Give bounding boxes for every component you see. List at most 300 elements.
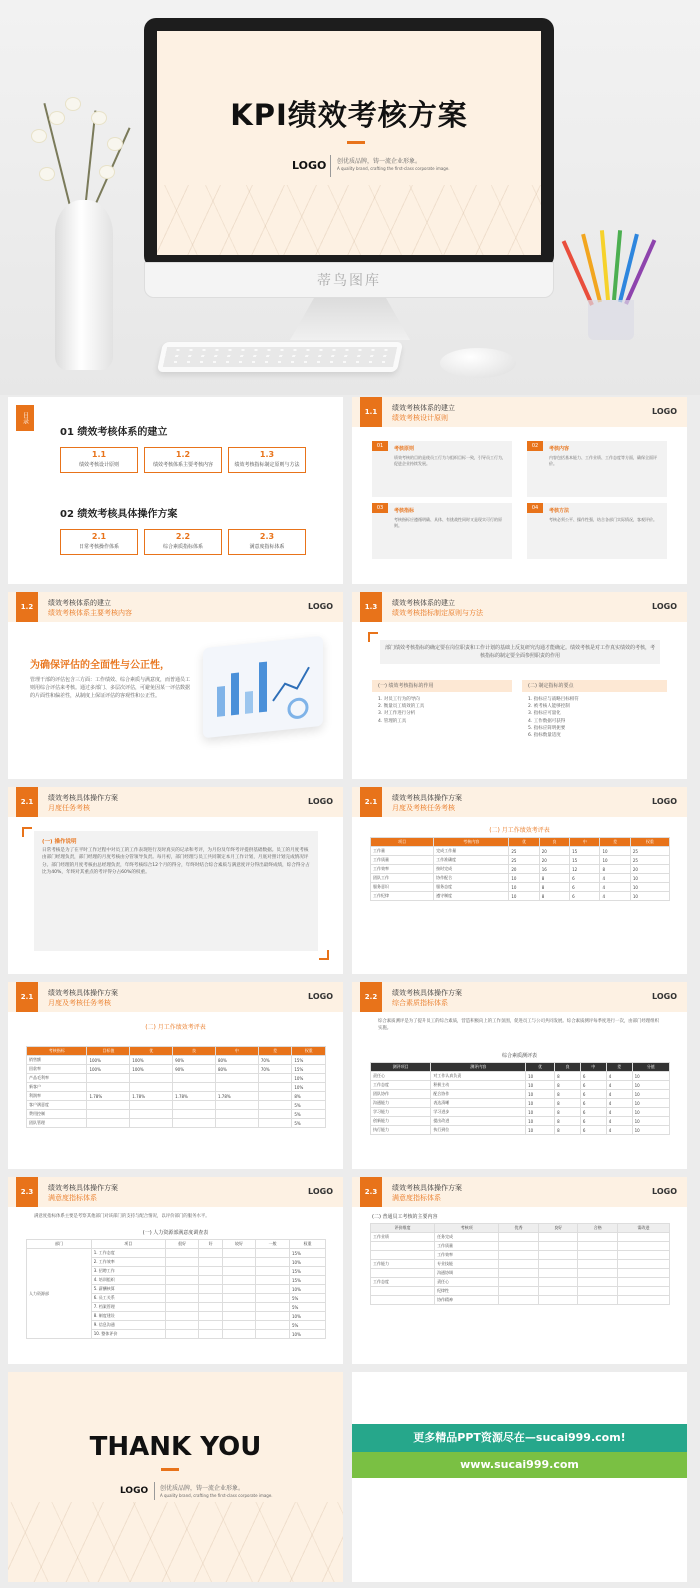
hero-slogan — [337, 157, 450, 172]
monitor-screen — [157, 31, 541, 255]
table-cell — [258, 1083, 292, 1092]
data-table — [370, 837, 670, 901]
hero-title: KPI绩效考核方案 — [230, 98, 468, 132]
table-cell: 10 — [526, 1072, 555, 1081]
table-cell: 10 — [630, 892, 669, 901]
table-cell: 8 — [539, 892, 569, 901]
table-cell: 工作准确度 — [434, 856, 509, 865]
card-number: 02 — [527, 441, 543, 451]
table-cell: 100% — [87, 1065, 130, 1074]
column-header: 差 — [606, 1063, 632, 1072]
section-number: 2.1 — [360, 787, 382, 817]
slogan-en: A quality brand, crafting the first-class corporate image. — [337, 166, 450, 171]
table-row — [27, 1110, 326, 1119]
table-cell: 6 — [580, 1108, 606, 1117]
table-cell: 服务态度 — [434, 883, 509, 892]
slide-logo: LOGO — [652, 407, 677, 416]
monitor — [144, 18, 554, 268]
toc-item-2-3[interactable] — [228, 529, 306, 555]
table-cell: 10% — [292, 1083, 326, 1092]
list-item: 1. 指标应与战略目标相符 — [528, 697, 579, 702]
table-cell: 15% — [290, 1267, 326, 1276]
column-header: 较好 — [222, 1240, 256, 1249]
column-header: 优 — [509, 838, 539, 847]
slide-toc — [8, 397, 343, 584]
table-cell: 1. 工作态度 — [91, 1249, 165, 1258]
table-cell: 10 — [632, 1108, 669, 1117]
table-cell: 人力资源部 — [27, 1249, 92, 1339]
table-cell: 10% — [290, 1330, 326, 1339]
slide-2-3-a — [8, 1177, 343, 1364]
toc-section-1: 01 绩效考核体系的建立 — [60, 427, 168, 438]
chart-illustration-icon — [203, 636, 323, 739]
section-title: 绩效考核具体操作方案 — [392, 989, 462, 997]
slide-header — [8, 787, 343, 817]
slide-header — [8, 1177, 343, 1207]
table-cell — [87, 1083, 130, 1092]
watermark: 蒂鸟图库 — [317, 273, 381, 289]
table-cell: 按时完成 — [434, 865, 509, 874]
table-cell — [130, 1119, 173, 1128]
table-cell: 4 — [606, 1099, 632, 1108]
card-number: 03 — [372, 503, 388, 513]
toc-item-1-3[interactable] — [228, 447, 306, 473]
table-cell: 6 — [580, 1099, 606, 1108]
intro-text: 满意度指标体系主要是考察其他部门对该部门的支持与配合情况，以评价部门的服务水平。 — [34, 1214, 210, 1219]
table-row — [371, 847, 670, 856]
card-text: 绩效考核的目的是使员工行为与组织目标一致，引导员工行为，促进企业持续发展。 — [394, 455, 506, 466]
table-cell: 1.78% — [173, 1092, 216, 1101]
table-cell: 4 — [606, 1117, 632, 1126]
section-subtitle: 满意度指标体系 — [48, 1194, 97, 1202]
table-cell: 10 — [632, 1099, 669, 1108]
table-cell: 1.78% — [130, 1092, 173, 1101]
ad-banner-text[interactable]: 更多精品PPT资源尽在—sucai999.com! — [352, 1424, 687, 1452]
column-header: 一般 — [256, 1240, 290, 1249]
table-row — [371, 1260, 670, 1269]
principle-card — [372, 503, 512, 559]
slide-header — [352, 787, 687, 817]
column-header: 项目 — [91, 1240, 165, 1249]
left-list — [378, 696, 424, 725]
table-cell: 4 — [606, 1108, 632, 1117]
table-header-row — [27, 1240, 326, 1249]
slide-header — [352, 592, 687, 622]
table-cell: 3. 招聘工作 — [91, 1267, 165, 1276]
section-number: 2.3 — [360, 1177, 382, 1207]
table-cell: 4 — [600, 874, 630, 883]
section-subtitle: 月度任务考核 — [48, 804, 90, 812]
table-cell: 10 — [509, 874, 539, 883]
toc-item-1-1[interactable] — [60, 447, 138, 473]
list-item: 2. 被考核人能够控制 — [528, 704, 570, 710]
table-cell: 4 — [606, 1126, 632, 1135]
table-row — [371, 1251, 670, 1260]
slide-logo: LOGO — [308, 992, 333, 1001]
table-cell: 6 — [570, 892, 600, 901]
table-cell: 8 — [555, 1090, 581, 1099]
column-header: 良 — [555, 1063, 581, 1072]
table-cell — [87, 1119, 130, 1128]
table-cell: 服务意识 — [371, 883, 434, 892]
table-cell: 100% — [130, 1056, 173, 1065]
pencil — [600, 230, 610, 300]
table-cell: 100% — [130, 1065, 173, 1074]
table-cell: 90% — [173, 1065, 216, 1074]
section-subtitle: 月度及考核任务考核 — [392, 804, 455, 812]
column-header: 测评内容 — [431, 1063, 526, 1072]
slide-logo: LOGO — [308, 602, 333, 611]
table-cell: 4 — [600, 892, 630, 901]
table-row — [371, 1269, 670, 1278]
table-cell: 8 — [555, 1099, 581, 1108]
table-cell: 15% — [290, 1249, 326, 1258]
body-text: 日常考核是为了在平时工作过程中对员工的工作表现进行及时真实的记录和考评，为月份及年终考评提供基础数据。员工的月度考核由部门经理负责，部门经理的月度考核由分管领导负责。每月初，部门经理与员工共同制定本月工作计划，月底对照计划完成情况评分。部门经理的月度考核由总经理负责，年终考核综合12个月的得分，年终时结合综合素质与满意度评分得出最终成绩，综合得分占比为40%，年终对其重点的考评得分占60%的权重。 — [42, 848, 310, 876]
table-cell: 8% — [292, 1092, 326, 1101]
list-item: 6. 指标数量适度 — [528, 732, 561, 738]
table-cell: 学习能力 — [371, 1108, 431, 1117]
table-cell: 15% — [292, 1056, 326, 1065]
table-cell: 10% — [290, 1258, 326, 1267]
table-cell: 4. 培训组织 — [91, 1276, 165, 1285]
table-cell: 学习进步 — [431, 1108, 526, 1117]
table-cell — [87, 1101, 130, 1110]
intro-text: 综合素质测评是为了提升员工的综合素质，营造积极向上的工作氛围，促进员工与公司共同发展。综合素质测评每季度进行一次，由部门经理组织实施。 — [378, 1019, 660, 1032]
table-cell: 2. 工作效率 — [91, 1258, 165, 1267]
section-number: 1.3 — [360, 592, 382, 622]
monitor-stand — [290, 298, 410, 340]
table-cell — [215, 1083, 258, 1092]
table-cell: 15% — [290, 1276, 326, 1285]
thanks-logo: LOGO — [120, 1486, 149, 1496]
slide-2-1-b — [352, 787, 687, 974]
title-underline — [161, 1468, 179, 1471]
section-title: 绩效考核具体操作方案 — [48, 794, 118, 802]
column-header: 项目 — [371, 838, 434, 847]
table-cell: 10% — [290, 1285, 326, 1294]
table-cell: 10% — [292, 1074, 326, 1083]
card-number: 01 — [372, 441, 388, 451]
table-cell: 25 — [509, 847, 539, 856]
table-row — [371, 1090, 670, 1099]
table-cell — [371, 1296, 435, 1305]
section-title: 绩效考核体系的建立 — [392, 599, 455, 607]
slogan-cn: 创优质品牌，铸一流企业形象。 — [160, 1485, 245, 1492]
slide-logo: LOGO — [652, 992, 677, 1001]
table-title: 综合素质测评表 — [501, 1053, 537, 1059]
table-row — [27, 1101, 326, 1110]
toc-item-label: 日常考核操作体系 — [78, 544, 119, 550]
table-title: (一) 人力资源部满意度调查表 — [142, 1230, 209, 1236]
table-cell — [371, 1242, 435, 1251]
table-cell: 遵守制度 — [434, 892, 509, 901]
flower-petal — [32, 130, 46, 142]
table-cell: 10 — [526, 1099, 555, 1108]
table-cell: 4 — [600, 883, 630, 892]
toc-item-label: 综合素质指标体系 — [162, 544, 203, 550]
vase-image — [55, 200, 113, 370]
column-header: 合格 — [578, 1224, 618, 1233]
column-header: 权重 — [630, 838, 669, 847]
section-number: 2.3 — [16, 1177, 38, 1207]
table-cell: 5% — [290, 1294, 326, 1303]
slide-header — [8, 592, 343, 622]
table-cell: 6 — [580, 1072, 606, 1081]
table-cell — [258, 1092, 292, 1101]
table-cell: 10 — [526, 1126, 555, 1135]
table-cell: 16 — [539, 865, 569, 874]
column-header: 好 — [199, 1240, 222, 1249]
column-header: 优秀 — [499, 1224, 539, 1233]
list-item: 4. 工作数据可获得 — [528, 718, 566, 724]
table-cell: 1.78% — [87, 1092, 130, 1101]
flower-petal — [92, 112, 106, 124]
data-table — [370, 1223, 670, 1305]
table-cell: 6 — [580, 1090, 606, 1099]
section-subtitle: 月度及考核任务考核 — [48, 999, 111, 1007]
table-cell: 10 — [632, 1117, 669, 1126]
table-cell: 20 — [539, 856, 569, 865]
table-cell: 费用控制 — [27, 1110, 87, 1119]
table-cell: 15 — [570, 847, 600, 856]
table-row — [371, 892, 670, 901]
table-cell — [258, 1119, 292, 1128]
table-cell — [371, 1287, 435, 1296]
list-item: 1. 对员工行为的导向 — [378, 697, 420, 702]
table-cell: 客户满意度 — [27, 1101, 87, 1110]
table-cell: 提出改进 — [431, 1117, 526, 1126]
table-cell: 任务完成 — [435, 1233, 499, 1242]
slogan-en: A quality brand, crafting the first-class corporate image. — [160, 1493, 273, 1498]
card-title: 考核原则 — [394, 446, 415, 452]
section-subtitle: 满意度指标体系 — [392, 1194, 441, 1202]
section-subtitle: 绩效考核指标制定原则与方法 — [392, 609, 483, 617]
column-header: 中 — [580, 1063, 606, 1072]
column-header: 良好 — [538, 1224, 578, 1233]
table-cell: 5% — [292, 1119, 326, 1128]
section-subtitle: 绩效考核体系主要考核内容 — [48, 609, 132, 617]
table-row — [371, 865, 670, 874]
table-cell: 8 — [555, 1117, 581, 1126]
list-item: 4. 管理的工具 — [378, 718, 407, 724]
table-cell: 8 — [555, 1081, 581, 1090]
table-cell: 9. 信息沟通 — [91, 1321, 165, 1330]
flower-petal — [100, 166, 114, 178]
slide-1-3 — [352, 592, 687, 779]
table-cell: 工作能力 — [371, 1260, 435, 1269]
toc-item-2-1[interactable] — [60, 529, 138, 555]
table-cell — [173, 1110, 216, 1119]
column-header: 评价维度 — [371, 1224, 435, 1233]
table-cell: 5. 薪酬核算 — [91, 1285, 165, 1294]
table-cell: 10 — [509, 892, 539, 901]
table-row — [371, 883, 670, 892]
table-row — [371, 1126, 670, 1135]
content-box — [34, 831, 318, 951]
table-cell: 8 — [539, 883, 569, 892]
table-cell: 10 — [509, 883, 539, 892]
table-cell: 工作质量 — [435, 1242, 499, 1251]
flower-petal — [50, 112, 64, 124]
table-cell: 责任心 — [435, 1278, 499, 1287]
table-cell: 25 — [630, 856, 669, 865]
table-title: (二) 月工作绩效考评表 — [145, 1024, 206, 1031]
flower-stem — [84, 110, 96, 210]
card-text: 内容包括基本能力、工作业绩、工作态度等方面，确保全面评价。 — [549, 455, 657, 466]
card-title: 考核内容 — [549, 446, 570, 452]
section-title: 绩效考核具体操作方案 — [48, 989, 118, 997]
table-row — [27, 1249, 326, 1258]
table-cell: 10 — [526, 1090, 555, 1099]
table-cell: 产品毛利率 — [27, 1074, 87, 1083]
section-title: 绩效考核具体操作方案 — [48, 1184, 118, 1192]
slide-logo: LOGO — [308, 1187, 333, 1196]
table-row — [371, 1233, 670, 1242]
table-cell: 工作纪律 — [371, 892, 434, 901]
table-cell: 工作业绩 — [371, 1233, 435, 1242]
table-row — [27, 1119, 326, 1128]
column-header: 权重 — [292, 1047, 326, 1056]
body-text: 管理干部的评估包含三方面：工作绩效、综合素质与满意度，而普通员工则用综合评估来考核。通过多部门、多层次评估，可避免因某一评估数据的片面性和偏差性，从制度上保证评估的客观性和公正性。 — [30, 677, 191, 699]
table-cell: 销售额 — [27, 1056, 87, 1065]
table-row — [371, 1072, 670, 1081]
table-row — [371, 1242, 670, 1251]
table-cell: 团队工作 — [371, 874, 434, 883]
table-row — [27, 1065, 326, 1074]
table-cell: 执行能力 — [371, 1126, 431, 1135]
table-cell: 10 — [600, 847, 630, 856]
table-cell: 8. 制度建设 — [91, 1312, 165, 1321]
slogan-cn: 创优质品牌，铸一流企业形象。 — [337, 158, 422, 165]
toc-item-number: 1.3 — [259, 450, 275, 459]
section-title: 绩效考核具体操作方案 — [392, 1184, 462, 1192]
intro-text: 部门绩效考核指标的确定要在岗位职责和工作计划的基础上反复研究沟通才能确定。绩效考核是对工作真实绩效的考核，考核指标的制定要全面参照职责的作用 — [380, 640, 660, 664]
table-cell: 15% — [292, 1065, 326, 1074]
list-item: 3. 指标应可量化 — [528, 711, 561, 717]
corner-decoration — [368, 632, 378, 642]
table-cell: 利润率 — [27, 1092, 87, 1101]
toc-item-number: 2.2 — [175, 532, 191, 541]
table-cell — [130, 1101, 173, 1110]
table-cell: 10 — [632, 1090, 669, 1099]
table-cell: 25 — [630, 847, 669, 856]
table-cell: 执行到位 — [431, 1126, 526, 1135]
table-row — [371, 1287, 670, 1296]
card-text: 考核必须公平、操作性强，结合各部门实际情况，客观评价。 — [549, 517, 657, 522]
slide-1-1 — [352, 397, 687, 584]
table-cell — [173, 1119, 216, 1128]
table-cell: 团队管理 — [27, 1119, 87, 1128]
column-header: 差 — [258, 1047, 292, 1056]
table-cell: 10 — [600, 856, 630, 865]
toc-item-2-2[interactable] — [144, 529, 222, 555]
toc-item-label: 满意度指标体系 — [249, 544, 285, 550]
toc-section-2: 02 绩效考核具体操作方案 — [60, 509, 178, 520]
flower-petal — [108, 138, 122, 150]
table-cell: 配合协作 — [431, 1090, 526, 1099]
table-cell — [258, 1110, 292, 1119]
principle-card — [527, 503, 667, 559]
list-item: 5. 指标应简明扼要 — [528, 725, 566, 731]
column-header: 考核项 — [435, 1224, 499, 1233]
section-number: 1.2 — [16, 592, 38, 622]
table-header-row — [27, 1047, 326, 1056]
table-cell: 6. 员工关系 — [91, 1294, 165, 1303]
slide-1-2 — [8, 592, 343, 779]
column-header: 良 — [173, 1047, 216, 1056]
monitor-bezel — [144, 262, 554, 298]
table-cell: 8 — [600, 865, 630, 874]
table-cell: 8 — [555, 1108, 581, 1117]
table-row — [371, 1108, 670, 1117]
table-cell: 4 — [606, 1090, 632, 1099]
table-title: (二) 普通员工考核的主要内容 — [372, 1214, 438, 1220]
table-cell: 10 — [632, 1126, 669, 1135]
table-cell: 6 — [580, 1126, 606, 1135]
table-cell — [258, 1074, 292, 1083]
table-row — [371, 856, 670, 865]
table-cell — [87, 1110, 130, 1119]
subheading: (一) 操作说明 — [42, 839, 77, 845]
thanks-slogan — [160, 1484, 273, 1499]
table-header-row — [371, 1063, 670, 1072]
section-title: 绩效考核体系的建立 — [392, 404, 455, 412]
table-cell: 工作质量 — [371, 856, 434, 865]
data-table — [370, 1062, 670, 1135]
table-cell: 8 — [555, 1072, 581, 1081]
column-header: 考核内容 — [434, 838, 509, 847]
table-cell: 10 — [632, 1081, 669, 1090]
table-cell: 90% — [173, 1056, 216, 1065]
table-cell — [371, 1251, 435, 1260]
table-cell: 12 — [570, 865, 600, 874]
slide-thank-you — [8, 1372, 343, 1582]
table-cell: 100% — [87, 1056, 130, 1065]
toc-item-number: 2.1 — [91, 532, 107, 541]
column-header: 部门 — [27, 1240, 92, 1249]
section-subtitle: 综合素质指标体系 — [392, 999, 448, 1007]
table-row — [27, 1056, 326, 1065]
card-title: 考核指标 — [394, 508, 415, 514]
table-row — [371, 1117, 670, 1126]
table-row — [27, 1083, 326, 1092]
tablet-chart-image — [203, 636, 323, 739]
slide-logo: LOGO — [652, 797, 677, 806]
ad-url-link[interactable]: www.sucai999.com — [352, 1452, 687, 1478]
table-cell: 4 — [606, 1081, 632, 1090]
table-row — [371, 1278, 670, 1287]
table-cell: 20 — [630, 865, 669, 874]
table-cell: 5% — [292, 1110, 326, 1119]
table-cell: 4 — [606, 1072, 632, 1081]
keyboard-image — [157, 342, 403, 372]
table-cell — [130, 1083, 173, 1092]
right-column-title: (二) 制定指标的要点 — [522, 680, 667, 692]
table-cell: 对工作认真负责 — [431, 1072, 526, 1081]
table-cell: 1.78% — [215, 1092, 258, 1101]
card-title: 考核方法 — [549, 508, 570, 514]
column-header: 很好 — [165, 1240, 199, 1249]
toc-tag: 目录 — [16, 405, 34, 431]
data-table — [26, 1046, 326, 1128]
table-cell: 70% — [258, 1056, 292, 1065]
slide-logo: LOGO — [652, 1187, 677, 1196]
section-number: 2.1 — [16, 982, 38, 1012]
toc-item-1-2[interactable] — [144, 447, 222, 473]
table-cell — [173, 1083, 216, 1092]
column-header: 良 — [539, 838, 569, 847]
table-cell: 6 — [580, 1117, 606, 1126]
